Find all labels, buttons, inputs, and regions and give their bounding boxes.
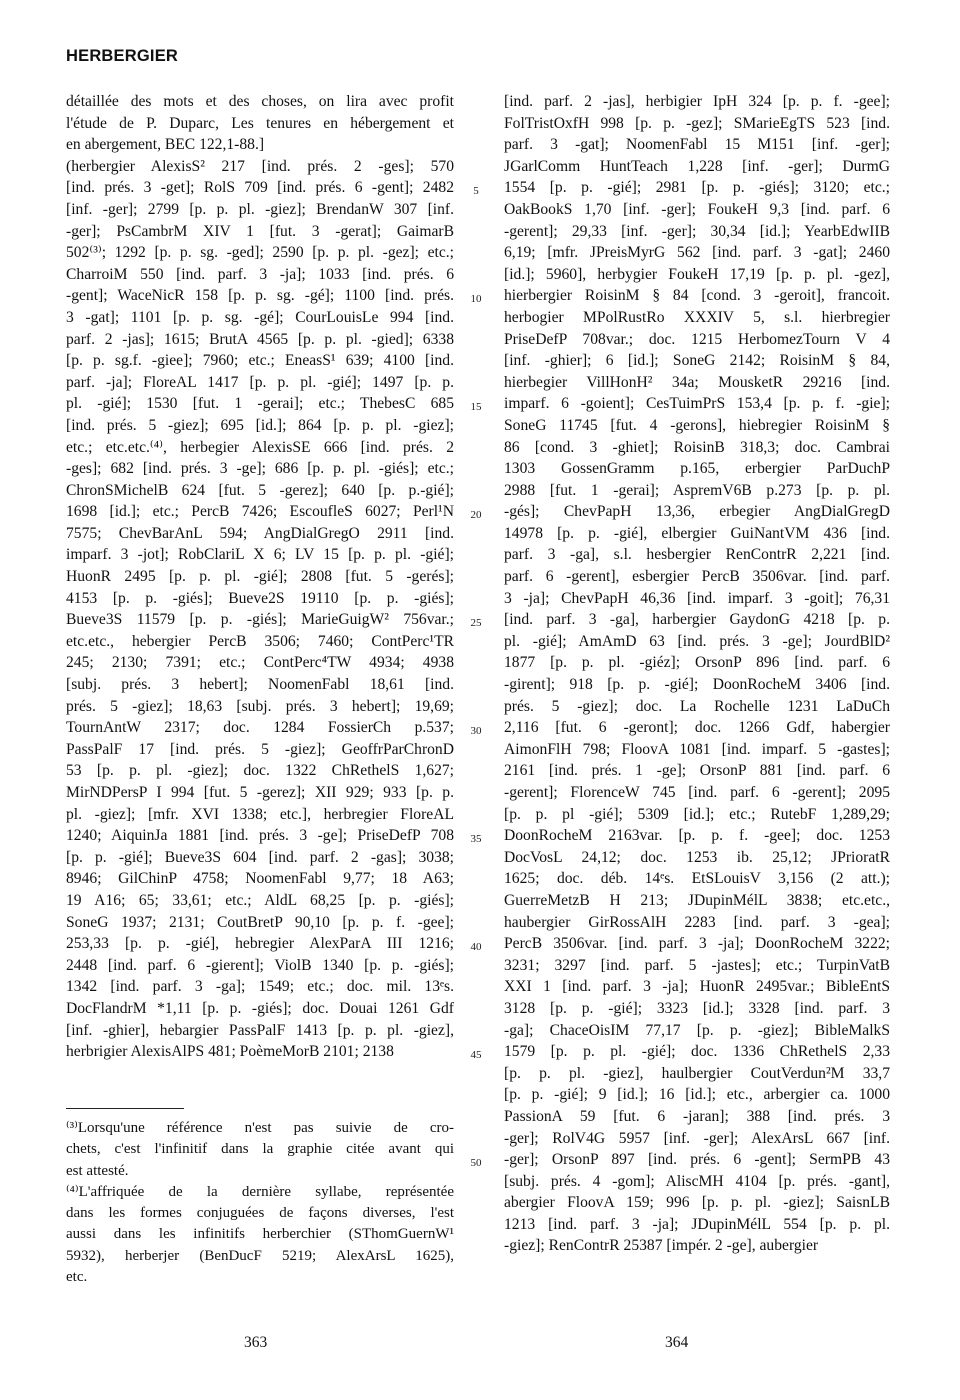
text-line: JGarlComm HuntTeach 1,228 [inf. -ger]; DurmG <box>504 157 890 175</box>
text-line: OakBookS 1,70 [inf. -ger]; FoukeH 9,3 [ind. parf. 6 <box>504 200 890 218</box>
right-column <box>504 91 890 1257</box>
text-line: l'étude de P. Duparc, Les tenures en hébergement et <box>66 114 454 132</box>
text-line: -gerent]; 29,33 [inf. -ger]; 30,34 [id.]; YearbEdwIIB <box>504 222 890 240</box>
text-line: XXI 1 [ind. parf. 3 -ja]; HuonR 2495var.; BibleEntS <box>504 978 890 996</box>
text-line: détaillée des mots et des choses, on lira avec profit <box>66 93 454 110</box>
line-number: 30 <box>470 725 482 737</box>
text-line: [inf. -ghier], hebargier PassPalF 1413 [p. p. pl. -giez], <box>66 1021 454 1039</box>
line-number: 10 <box>470 293 482 305</box>
text-line: SoneG 11745 [fut. 4 -gerons], hiebregier RoisinM § <box>504 416 890 434</box>
text-line: prés. 5 -giez]; 18,63 [subj. prés. 3 hebert]; 19,69; <box>66 697 454 715</box>
footnote-line: est attesté. <box>66 1162 129 1179</box>
line-number: 5 <box>473 185 479 197</box>
text-line: DocFlandrM *1,11 [p. p. -giés]; doc. Douai 1261 Gdf <box>66 999 454 1017</box>
text-line: 253,33 [p. p. -gié], hebregier AlexParA III 1216; <box>66 935 454 953</box>
line-number: 45 <box>470 1049 482 1061</box>
text-line: GuerreMetzB H 213; JDupinMélL 3838; etc.etc., <box>504 891 890 909</box>
text-line: -ger]; OrsonP 897 [ind. prés. 6 -gent]; SermPB 43 <box>504 1151 890 1169</box>
line-number: 25 <box>470 617 482 629</box>
text-line: 53 [p. p. pl. -giez]; doc. 1322 ChRethelS 1,627; <box>66 762 454 780</box>
text-line: (herbergier AlexisS² 217 [ind. prés. 2 -ges]; 570 <box>66 157 454 175</box>
text-line: abergier FloovA 159; 996 [p. p. pl. -giez]; SaisnLB <box>504 1194 890 1212</box>
text-line: 1240; AiquinJa 1881 [ind. prés. 3 -ge]; PriseDefP 708 <box>66 827 454 845</box>
text-line: parf. 2 -jas]; 1615; BrutA 4565 [p. p. pl. -gied]; 6338 <box>66 330 454 348</box>
text-line: HuonR 2495 [p. p. pl. -gié]; 2808 [fut. 5 -gerés]; <box>66 568 454 586</box>
text-line: herbogier MPolRustRo XXXIV 5, s.l. hierbregier <box>504 308 890 326</box>
text-line: parf. -ja]; FloreAL 1417 [p. p. pl. -gié]; 1497 [p. p. <box>66 373 454 391</box>
text-line: imparf. 3 -jot]; RobClariL X 6; LV 15 [p. p. pl. -gié]; <box>66 546 454 564</box>
footnote-line: chets, c'est l'infinitif dans la graphie citée avant qui <box>66 1141 454 1158</box>
text-line: PassionA 59 [fut. 6 -jaran]; 388 [ind. prés. 3 <box>504 1107 890 1125</box>
text-line: pl. -gié]; 1530 [fut. 1 -gerai]; etc.; ThebesC 685 <box>66 395 454 413</box>
text-line: -ger]; RolV4G 5957 [inf. -ger]; AlexArsL 667 [inf. <box>504 1129 890 1147</box>
text-line: [ind. parf. 2 -jas], herbigier IpH 324 [p. p. f. -gee]; <box>504 93 890 110</box>
line-number: 15 <box>470 401 482 413</box>
text-line: PriseDefP 708var.; doc. 1215 HerbomezTourn V 4 <box>504 330 890 348</box>
text-line: haubergier GirRossAlH 2283 [ind. parf. 3 -gea]; <box>504 913 890 931</box>
text-line: 8946; GilChinP 4758; NoomenFabl 9,77; 18 A63; <box>66 870 454 888</box>
text-line: 1554 [p. p. -gié]; 2981 [p. p. -giés]; 3120; etc.; <box>504 179 890 197</box>
text-line: 6,19; [mfr. JPreisMyrG 562 [ind. parf. 3 -gat]; 2460 <box>504 244 890 262</box>
page-number-left: 363 <box>244 1334 268 1351</box>
text-line: [p. p. sg.f. -giee]; 7960; etc.; EneasS¹ 639; 4100 [ind. <box>66 352 454 370</box>
text-line: 1579 [p. p. pl. -gié]; doc. 1336 ChRethelS 2,33 <box>504 1043 890 1061</box>
text-line: 3 -ja]; ChevPapH 46,36 [ind. imparf. 3 -goit]; 76,31 <box>504 589 890 607</box>
text-line: etc.; etc.etc.⁽⁴⁾, herbegier AlexisSE 666 [ind. prés. 2 <box>66 438 454 456</box>
text-line: PassPalF 17 [ind. prés. 5 -giez]; GeoffrParChronD <box>66 740 454 758</box>
text-line: en abergement, BEC 122,1-88.] <box>66 136 265 154</box>
text-line: [inf. -ger]; 2799 [p. p. pl. -giez]; BrendanW 307 [inf. <box>66 200 454 218</box>
text-line: imparf. 6 -goient]; CesTuimPrS 153,4 [p. p. f. -gie]; <box>504 395 890 413</box>
running-head: HERBERGIER <box>66 47 179 65</box>
text-line: [ind. parf. 3 -ga], harbergier GaydonG 4218 [p. p. <box>504 611 890 629</box>
footnote-line: dans les formes conjuguées de façons diverses, l'est <box>66 1205 454 1222</box>
line-number: 20 <box>470 509 482 521</box>
text-line: 3128 [p. p. -gié]; 3323 [id.]; 3328 [ind. parf. 3 <box>504 999 890 1017</box>
text-line: Bueve3S 11579 [p. p. -giés]; MarieGuigW² 756var.; <box>66 611 454 629</box>
text-line: [ind. prés. 5 -giez]; 695 [id.]; 864 [p. p. pl. -giez]; <box>66 416 454 434</box>
text-line: pl. -giez]; [mfr. XVI 1338; etc.], herbregier FloreAL <box>66 805 454 823</box>
text-line: DoonRocheM 2163var. [p. p. f. -gee]; doc. 1253 <box>504 827 890 845</box>
line-number: 35 <box>470 833 482 845</box>
text-line: -giez]; RenContrR 25387 [impér. 2 -ge], aubergier <box>504 1237 819 1255</box>
text-line: -gerent]; FlorenceW 745 [ind. parf. 6 -gerent]; 2095 <box>504 784 890 801</box>
text-line: parf. 6 -gerent], esbergier PercB 3506var. [ind. parf. <box>504 568 890 586</box>
text-line: [p. p. pl -gié]; 5309 [id.]; etc.; RutebF 1,289,29; <box>504 805 890 823</box>
text-line: 1877 [p. p. pl. -giéz]; OrsonP 896 [ind. parf. 6 <box>504 654 890 672</box>
text-line: -girent]; 918 [p. p. -gié]; DoonRocheM 3406 [ind. <box>504 676 890 694</box>
text-line: etc.etc., hebergier PercB 3506; 7460; ContPerc¹TR <box>66 632 454 650</box>
text-line: [subj. prés. 4 -gom]; AliscMH 4104 [p. prés. -gant], <box>504 1172 890 1190</box>
text-line: DocVosL 24,12; doc. 1253 ib. 25,12; JPrioratR <box>504 848 890 866</box>
text-line: FolTristOxfH 998 [p. p. -gez]; SMarieEgTS 523 [ind. <box>504 114 890 132</box>
text-line: 3 -gat]; 1101 [p. p. sg. -gé]; CourLouisLe 994 [ind. <box>66 308 454 326</box>
text-line: parf. 3 -gat]; NoomenFabl 15 M151 [inf. -ger]; <box>504 136 890 154</box>
text-line: 245; 2130; 7391; etc.; ContPerc⁴TW 4934; 4938 <box>66 654 454 672</box>
line-number: 50 <box>470 1157 482 1169</box>
text-line: 1213 [ind. parf. 3 -ja]; JDupinMélL 554 [p. p. pl. <box>504 1215 890 1233</box>
text-line: ChronSMichelB 624 [fut. 5 -gerez]; 640 [p. p.-gié]; <box>66 481 454 499</box>
text-line: 2161 [ind. prés. 1 -ge]; OrsonP 881 [ind. parf. 6 <box>504 762 890 780</box>
left-column <box>66 91 454 1063</box>
text-line: -ger]; PsCambrM XIV 1 [fut. 3 -gerat]; GaimarB <box>66 222 454 240</box>
text-line: 2988 [fut. 1 -gerai]; AspremV6B p.273 [p. p. pl. <box>504 481 890 499</box>
text-line: 19 A16; 65; 33,61; etc.; AldL 68,25 [p. p. -giés]; <box>66 891 454 909</box>
page-number-right: 364 <box>665 1334 689 1351</box>
text-line: 2,116 [fut. 6 -geront]; doc. 1266 Gdf, habergier <box>504 719 890 737</box>
text-line: [ind. prés. 3 -get]; RolS 709 [ind. prés. 6 -gent]; 2482 <box>66 179 454 197</box>
text-line: pl. -gié]; AmAmD 63 [ind. prés. 3 -ge]; JourdBlD² <box>504 632 890 650</box>
text-line: 1342 [ind. parf. 3 -ga]; 1549; etc.; doc. mil. 13ᵉs. <box>66 978 454 996</box>
text-line: parf. 3 -ga], s.l. hesbergier RenContrR 2,221 [ind. <box>504 546 890 564</box>
text-line: hierbegier VillHonH² 34a; MousketR 29216 [ind. <box>504 373 890 391</box>
text-line: hierbergier RoisinM § 84 [cond. 3 -geroit], francoit. <box>504 287 890 305</box>
text-line: 2448 [ind. parf. 6 -gierent]; ViolB 1340 [p. p. -giés]; <box>66 956 454 974</box>
text-line: TournAntW 2317; doc. 1284 FossierCh p.537; <box>66 719 454 737</box>
footnote-line: etc. <box>66 1269 88 1286</box>
text-line: [subj. prés. 3 hebert]; NoomenFabl 18,61 [ind. <box>66 676 454 694</box>
text-line: CharroiM 550 [ind. parf. 3 -ja]; 1033 [ind. prés. 6 <box>66 265 454 283</box>
footnote-line: ⁽⁴⁾L'affriquée de la dernière syllabe, représentée <box>66 1183 454 1200</box>
text-line: [id.]; 5960], herbygier FoukeH 17,19 [p. p. pl. -gez], <box>504 265 890 283</box>
text-line: 1303 GossenGramm p.165, erbergier ParDuchP <box>504 460 890 478</box>
footnote-line: 5932), herberjer (BenDucF 5219; AlexArsL 1625), <box>66 1247 454 1264</box>
text-line: MirNDPersP I 994 [fut. 5 -gerez]; XII 929; 933 [p. p. <box>66 784 454 801</box>
text-line: 502⁽³⁾; 1292 [p. p. sg. -ged]; 2590 [p. p. pl. -gez]; etc.; <box>66 244 454 262</box>
text-line: 1698 [id.]; etc.; PercB 7426; EscoufleS 6027; Perl¹N <box>66 503 454 521</box>
text-line: PercB 3506var. [ind. parf. 3 -ja]; DoonRocheM 3222; <box>504 935 890 953</box>
text-line: 14978 [p. p. -gié], elbergier GuiNantVM 436 [ind. <box>504 524 890 542</box>
text-line: -ga]; ChaceOisIM 77,17 [p. p. -giez]; BibleMalkS <box>504 1021 890 1039</box>
footnote-line: aussi dans les infinitifs herberchier (SThomGuernW¹ <box>66 1226 454 1243</box>
text-line: [p. p. pl. -giez], haulbergier CoutVerdun²M 33,7 <box>504 1064 890 1082</box>
footnote-rule <box>66 1108 184 1109</box>
footnotes <box>66 1118 454 1288</box>
text-line: [inf. -ghier]; 6 [id.]; SoneG 2142; RoisinM § 84, <box>504 352 890 370</box>
text-line: 7575; ChevBarAnL 594; AngDialGregO 2911 [ind. <box>66 524 454 542</box>
text-line: prés. 5 -giez]; doc. La Rochelle 1231 LaDuCh <box>504 697 890 715</box>
text-line: herbrigier AlexisAlPS 481; PoèmeMorB 2101; 2138 <box>66 1043 394 1061</box>
text-line: 4153 [p. p. -giés]; Bueve2S 19110 [p. p. -giés]; <box>66 589 454 607</box>
text-line: SoneG 1937; 2131; CoutBretP 90,10 [p. p. f. -gee]; <box>66 913 454 931</box>
text-line: -gés]; ChevPapH 13,36, erbegier AngDialGregD <box>504 503 890 521</box>
text-line: [p. p. -gié]; 9 [id.]; 16 [id.]; etc., arbergier ca. 1000 <box>504 1086 890 1104</box>
text-line: 86 [cond. 3 -ghiet]; RoisinB 318,3; doc. Cambrai <box>504 438 890 456</box>
text-line: AimonFlH 798; FloovA 1081 [ind. imparf. 5 -gastes]; <box>504 740 890 758</box>
text-line: 3231; 3297 [ind. parf. 5 -jastes]; etc.; TurpinVatB <box>504 956 890 974</box>
line-number: 40 <box>470 941 482 953</box>
text-line: -ges]; 682 [ind. prés. 3 -ge]; 686 [p. p. pl. -giés]; etc.; <box>66 460 454 478</box>
footnote-line: ⁽³⁾Lorsqu'une référence n'est pas suivie de cro- <box>66 1120 454 1136</box>
text-line: 1625; doc. déb. 14ᵉs. EtSLouisV 3,156 (2 att.); <box>504 870 890 888</box>
text-line: -gent]; WaceNicR 158 [p. p. sg. -gé]; 1100 [ind. prés. <box>66 287 454 305</box>
text-line: [p. p. -gié]; Bueve3S 604 [ind. parf. 2 -gas]; 3038; <box>66 848 454 866</box>
